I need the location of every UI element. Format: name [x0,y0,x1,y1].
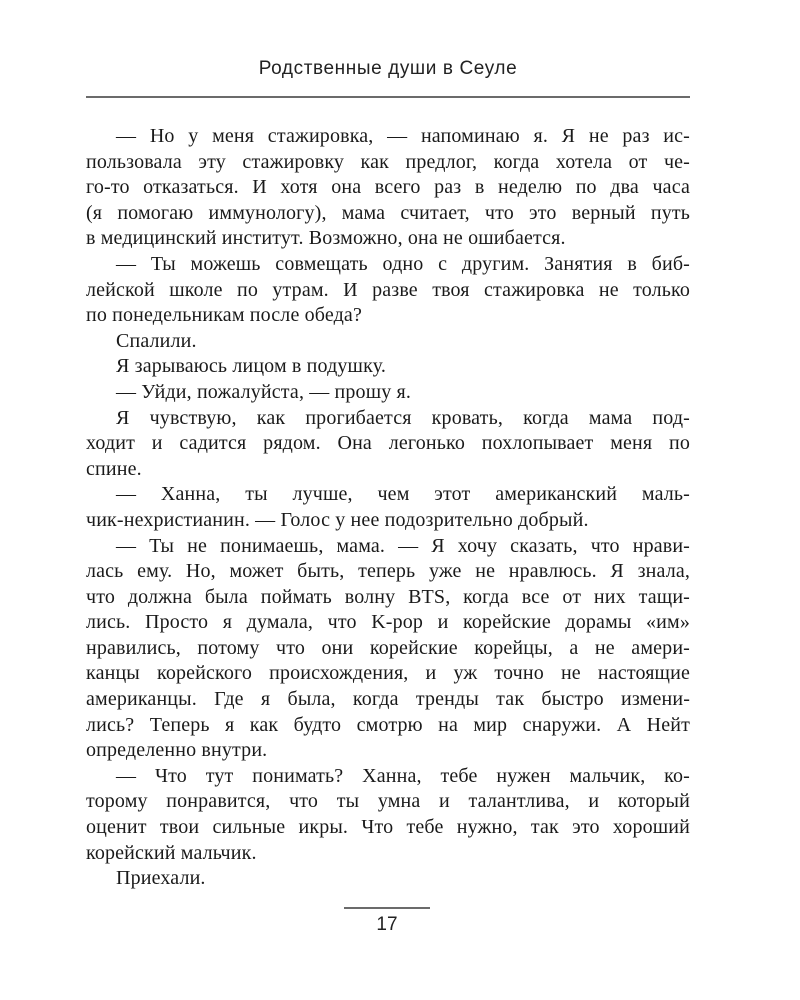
text-line: спине. [86,457,142,480]
text-line: го-то отказаться. И хотя она всего раз в неделю по два часа [86,176,690,199]
text-line: Я чувствую, как прогибается кровать, когда мама под- [116,406,690,429]
text-line: по понедельникам после обеда? [86,304,362,327]
text-line: — Что тут понимать? Ханна, тебе нужен мальчик, ко- [116,764,690,787]
text-line: ходит и садится рядом. Она легонько похлопывает меня по [86,432,690,455]
text-line: — Уйди, пожалуйста, — прошу я. [116,380,412,403]
text-line: лись. Просто я думала, что K-pop и корейские дорамы «им» [86,611,690,634]
text-line: пользовала эту стажировку как предлог, когда хотела от че- [86,150,690,173]
text-line: Я зарываюсь лицом в подушку. [116,355,386,378]
paragraph [86,764,690,866]
paragraph [86,354,690,380]
page-number: 17 [376,914,398,935]
text-line: лась ему. Но, может быть, теперь уже не нравлюсь. Я знала, [86,560,690,583]
text-line: — Ты можешь совмещать одно с другим. Занятия в биб- [116,252,690,275]
text-line: лись? Теперь я как будто смотрю на мир снаружи. А Нейт [86,713,690,736]
paragraph [86,534,690,764]
text-line: чик-нехристианин. — Голос у нее подозрительно добрый. [86,508,589,531]
paragraph [86,329,690,355]
running-header: Родственные души в Сеуле [258,58,518,79]
text-line: что должна была поймать волну BTS, когда все от них тащи- [86,585,690,608]
paragraph [86,252,690,329]
text-line: — Ты не понимаешь, мама. — Я хочу сказать, что нрави- [116,534,690,557]
paragraph [86,406,690,483]
text-line: корейский мальчик. [86,841,257,864]
text-line: нравились, потому что они корейские корейцы, а не амери- [86,636,690,659]
text-line: американцы. Где я была, когда тренды так быстро измени- [86,688,690,711]
text-line: Приехали. [116,867,206,890]
text-line: (я помогаю иммунологу), мама считает, что это верный путь [86,201,690,224]
footer-divider [344,907,430,909]
text-line: канцы корейского происхождения, и уж точно не настоящие [86,662,690,685]
text-line: лейской школе по утрам. И разве твоя стажировка не только [86,278,690,301]
text-line: Спалили. [116,329,197,352]
body-text [86,124,690,892]
text-line: — Ханна, ты лучше, чем этот американский маль- [116,483,690,506]
paragraph [86,380,690,406]
header-divider [86,96,690,98]
paragraph [86,124,690,252]
paragraph [86,482,690,533]
text-line: в медицинский институт. Возможно, она не ошибается. [86,227,566,250]
text-line: определенно внутри. [86,739,268,762]
text-line: торому понравится, что ты умна и талантлива, и который [86,790,690,813]
text-line: — Но у меня стажировка, — напоминаю я. Я не раз ис- [116,125,690,147]
text-line: оценит твои сильные икры. Что тебе нужно, так это хороший [86,816,690,839]
paragraph [86,866,690,892]
